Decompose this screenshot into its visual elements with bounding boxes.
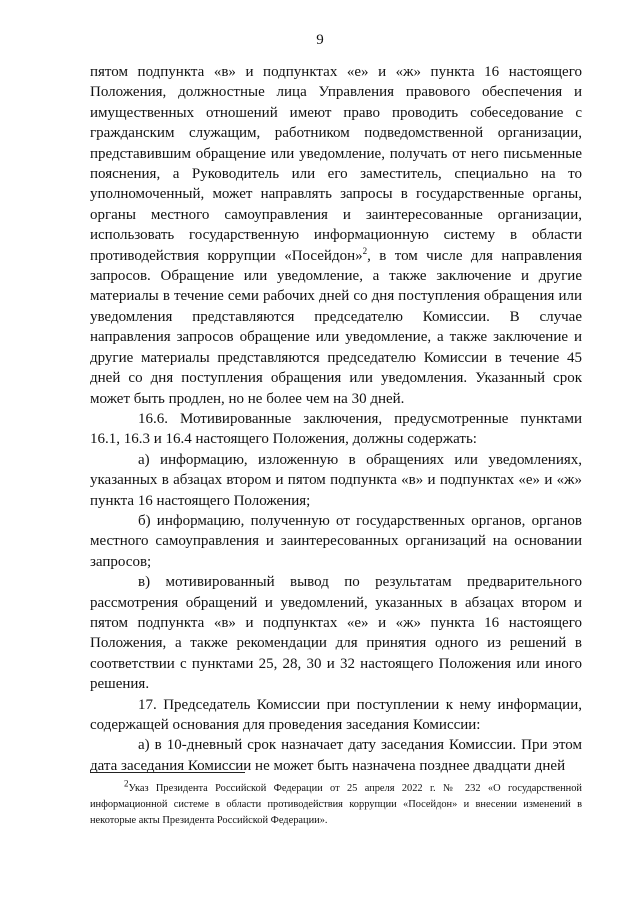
paragraph-17: 17. Председатель Комиссии при поступлении к нему информации, содержащей основания для проведения заседания Комиссии: [90,696,582,733]
paragraph-item-a: а) информацию, изложенную в обращениях или уведомлениях, указанных в абзацах втором и пятом подпункта «в» и подпунктах «е» и «ж» пункта 16 настоящего Положения; [90,451,582,509]
page-number: 9 [316,32,324,48]
footnote-text: Указ Президента Российской Федерации от 25 апреля 2022 г. № 232 «О государственной информационной системе в области противодействия коррупции «Посейдон» и внесении изменений в некоторые акты Президента Российской Федерации». [90,783,582,826]
paragraph-continuation [90,62,582,409]
paragraph-text: пятом подпункта «в» и подпунктах «е» и «ж» пункта 16 настоящего Положения, должностные лица Управления правового обеспечения и имущественных отношений имеют право проводить собеседование с гражданским служащим, работником подведомственной организации, представившим обращение или уведомление, получать от него письменные пояснения, а Руководитель или его заместитель, специально на то уполномоченный, может направлять запросы в государственные органы, органы местного самоуправления и заинтересованные организации, использовать государственную информационную систему в области противодействия коррупции «Посейдон» [90,64,582,264]
paragraph-item-v: в) мотивированный вывод по результатам предварительного рассмотрения обращений и уведомлений, указанных в абзацах втором и пятом подпункта «в» и подпунктах «е» и «ж» пункта 16 настоящего Положения, а также рекомендации для принятия одного из решений в соответствии с пунктами 25, 28, 30 и 32 настоящего Положения или иного решения. [90,574,582,693]
paragraph-16-6: 16.6. Мотивированные заключения, предусмотренные пунктами 16.1, 16.3 и 16.4 настоящего Положения, должны содержать: [90,410,582,448]
footnote-reference[interactable]: 2 [362,245,368,256]
paragraph-17-item-a: а) в 10-дневный срок назначает дату заседания Комиссии. При этом дата заседания Комиссии не может быть назначена позднее двадцати дней [90,737,582,774]
footnote [90,778,582,829]
paragraph-text: , в том числе для направления запросов. Обращение или уведомление, а также заключение и другие материалы в течение семи рабочих дней со дня поступления обращения или уведомления представляются председателю Комиссии. В случае направления запросов обращение или уведомление, а также заключение и другие материалы представляются председателю Комиссии в течение 45 дней со дня поступления обращения или уведомления. Указанный срок может быть продлен, но не более чем на 30 дней. [90,247,582,407]
paragraph-item-b: б) информацию, полученную от государственных органов, органов местного самоуправления и заинтересованных организаций на основании запросов; [90,512,582,570]
footnote-marker: 2 [124,778,129,789]
document-body [90,62,582,776]
footnote-divider [90,772,245,773]
